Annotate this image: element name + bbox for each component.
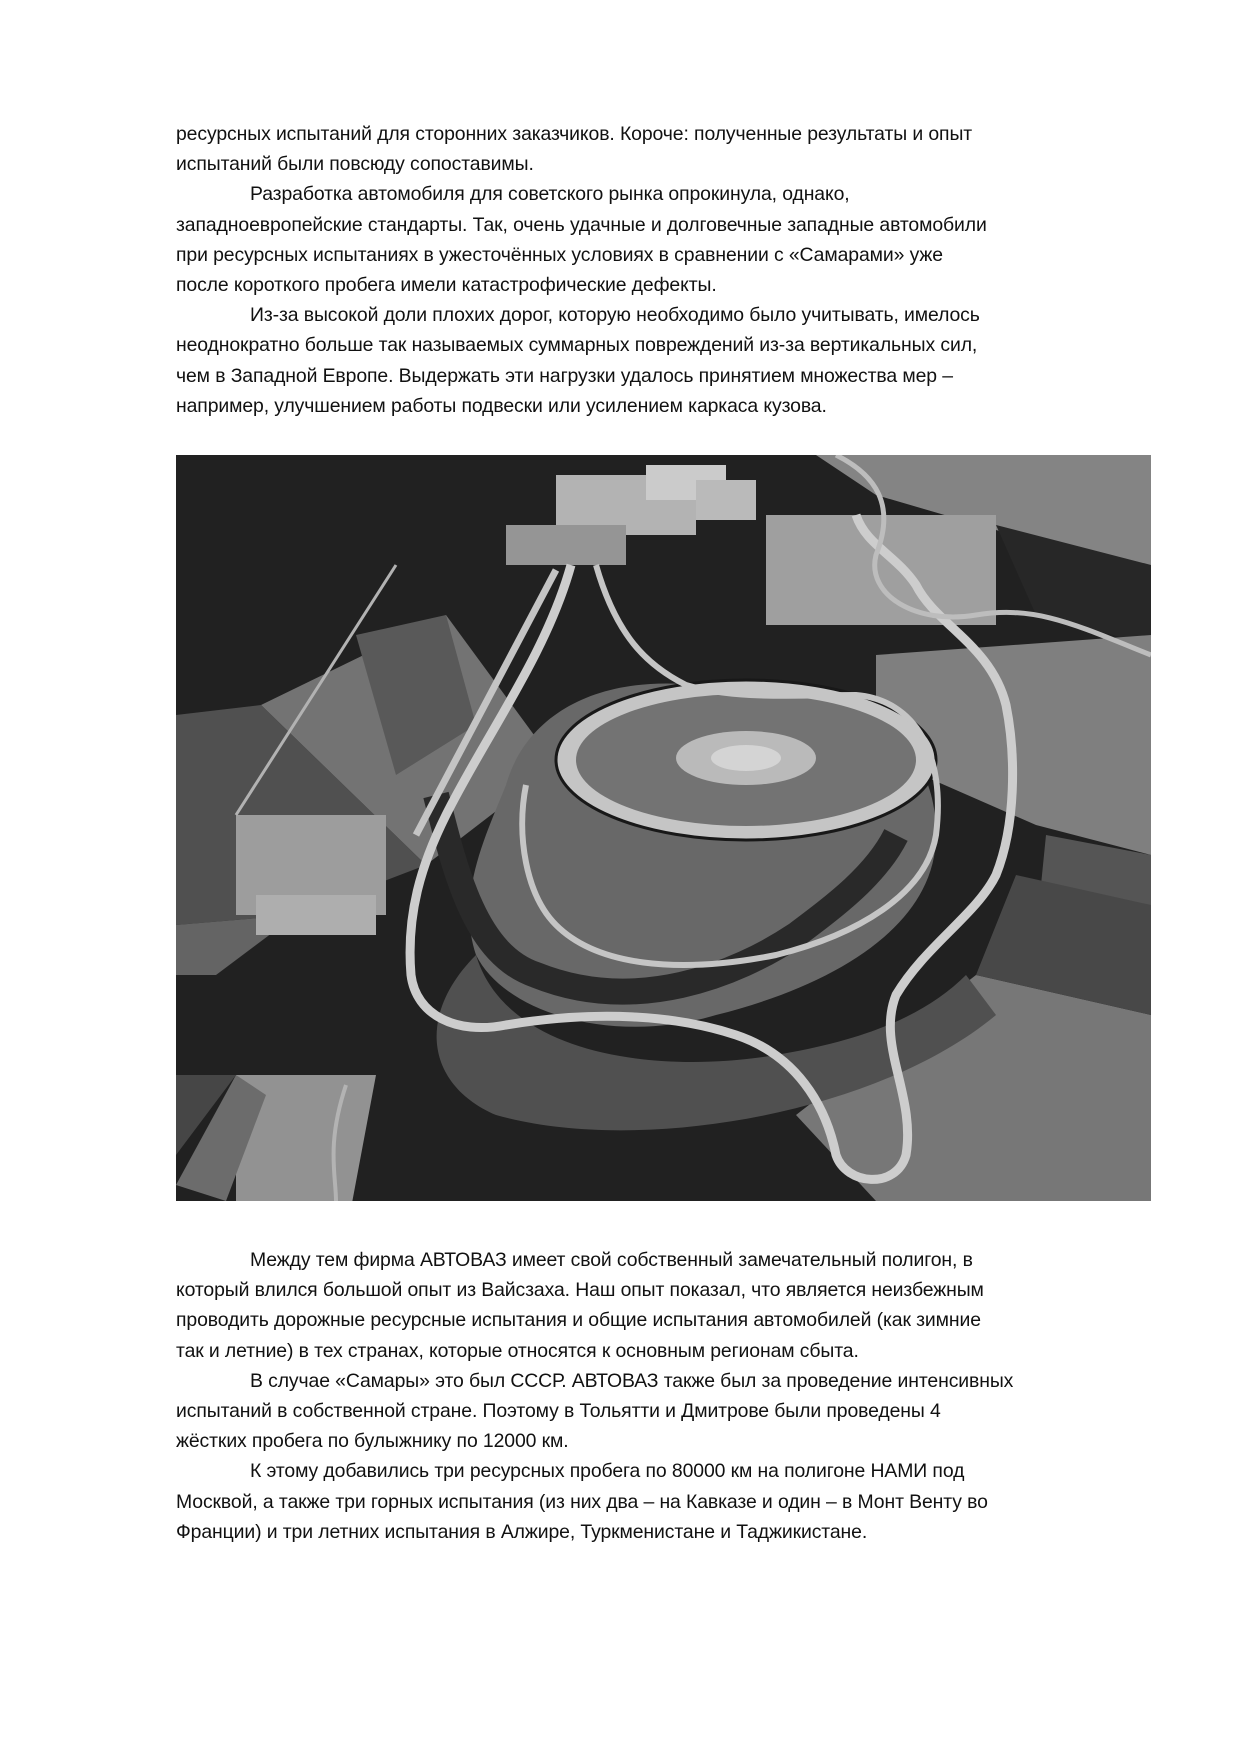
text-line: В случае «Самары» это был СССР. АВТОВАЗ также был за проведение интенсивных xyxy=(250,1369,1014,1392)
top-text-block xyxy=(176,119,1156,421)
text-line: ресурсных испытаний для сторонних заказчиков. Короче: полученные результаты и опыт xyxy=(176,123,973,145)
text-line: при ресурсных испытаниях в ужесточённых условиях в сравнении с «Самарами» уже xyxy=(176,243,943,266)
text-line: Москвой, а также три горных испытания (из них два – на Кавказе и один – в Монт Венту во xyxy=(176,1490,988,1513)
paragraph-4 xyxy=(176,1245,1156,1366)
paragraph-2 xyxy=(176,179,1156,300)
text-line: Из-за высокой доли плохих дорог, которую необходимо было учитывать, имелось xyxy=(250,304,980,327)
text-line: проводить дорожные ресурсные испытания и общие испытания автомобилей (как зимние xyxy=(176,1309,981,1332)
text-line: так и летние) в тех странах, которые относятся к основным регионам сбыта. xyxy=(176,1339,859,1362)
bottom-text-block xyxy=(176,1245,1156,1547)
paragraph-5 xyxy=(176,1366,1156,1457)
text-line: который влился большой опыт из Вайсзаха. Наш опыт показал, что является неизбежным xyxy=(176,1279,984,1302)
text-line: неоднократно больше так называемых суммарных повреждений из-за вертикальных сил, xyxy=(176,334,978,357)
proving-ground-aerial-photo xyxy=(176,455,1151,1201)
paragraph-3 xyxy=(176,300,1156,421)
text-line: например, улучшением работы подвески или усилением каркаса кузова. xyxy=(176,394,827,417)
text-line: жёстких пробега по булыжнику по 12000 км. xyxy=(176,1430,569,1453)
text-line: испытаний в собственной стране. Поэтому в Тольятти и Дмитрове были проведены 4 xyxy=(176,1399,941,1422)
text-line: Франции) и три летних испытания в Алжире, Туркменистане и Таджикистане. xyxy=(176,1520,868,1543)
text-line: Между тем фирма АВТОВАЗ имеет свой собственный замечательный полигон, в xyxy=(250,1249,973,1271)
paragraph-1 xyxy=(176,119,1156,179)
paragraph-6 xyxy=(176,1456,1156,1547)
text-line: чем в Западной Европе. Выдержать эти нагрузки удалось принятием множества мер – xyxy=(176,364,953,387)
text-line: испытаний были повсюду сопоставимы. xyxy=(176,153,534,176)
aerial-photo-illustration xyxy=(176,455,1151,1201)
text-line: Разработка автомобиля для советского рынка опрокинула, однако, xyxy=(250,183,850,206)
text-line: западноевропейские стандарты. Так, очень удачные и долговечные западные автомобили xyxy=(176,213,987,236)
text-line: К этому добавились три ресурсных пробега по 80000 км на полигоне НАМИ под xyxy=(250,1460,965,1483)
text-line: после короткого пробега имели катастрофические дефекты. xyxy=(176,273,717,296)
